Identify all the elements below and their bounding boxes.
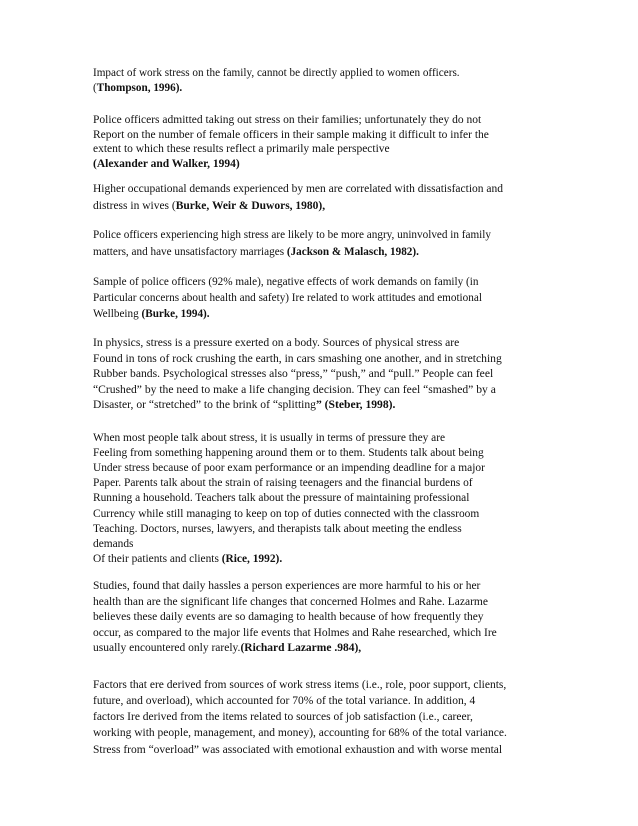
text-line: occur, as compared to the major life events that Holmes and Rahe researched, which Ire — [93, 626, 497, 639]
text-line: Higher occupational demands experienced by men are correlated with dissatisfaction and — [93, 183, 504, 195]
text-line: matters, and have unsatisfactory marriages — [93, 246, 287, 258]
text-line: Studies, found that daily hassles a person experiences are more harmful to his or her — [93, 580, 481, 593]
text-line: working with people, management, and money), accounting for 68% of the total variance. — [93, 727, 507, 740]
paragraph-9 — [93, 677, 545, 758]
citation: ” (Steber, 1998). — [315, 398, 396, 411]
text-line: health than are the significant life changes that concerned Holmes and Rahe. Lazarme — [93, 595, 488, 608]
citation: (Burke, 1994). — [141, 308, 210, 320]
text-line: When most people talk about stress, it is usually in terms of pressure they are — [93, 431, 446, 444]
text-line: usually encountered only rarely. — [93, 642, 241, 655]
text-line: Found in tons of rock crushing the earth, in cars smashing one another, and in stretching — [93, 351, 502, 365]
text-line: Paper. Parents talk about the strain of raising teenagers and the financial burdens of — [93, 477, 473, 490]
text-line: In physics, stress is a pressure exerted on a body. Sources of physical stress are — [93, 336, 460, 349]
text-line: ( — [93, 82, 97, 94]
text-line: Factors that ere derived from sources of work stress items (i.e., role, poor support, clients, — [93, 678, 507, 691]
text-line: Police officers experiencing high stress are likely to be more angry, uninvolved in family — [93, 229, 491, 241]
citation: (Rice, 1992). — [221, 553, 283, 566]
citation: (Alexander and Walker, 1994) — [93, 157, 240, 170]
text-line: Disaster, or “stretched” to the brink of “splitting — [93, 398, 316, 411]
text-line: “Crushed” by the need to make a life changing decision. They can feel “smashed” by a — [93, 382, 496, 396]
citation: (Richard Lazarme .984), — [240, 642, 362, 655]
paragraph-4 — [93, 227, 545, 261]
text-line: Sample of police officers (92% male), negative effects of work demands on family (in — [93, 276, 479, 288]
paragraph-3 — [93, 181, 545, 215]
text-line: Currency while still managing to keep on top of duties connected with the classroom — [93, 507, 480, 520]
text-line: factors Ire derived from the items related to sources of job satisfaction (i.e., career, — [93, 711, 473, 724]
text-line: future, and overload), which accounted for 70% of the total variance. In addition, 4 — [93, 695, 476, 708]
citation: Thompson, 1996). — [96, 82, 183, 94]
citation: (Jackson & Malasch, 1982). — [286, 246, 419, 258]
text-line: extent to which these results reflect a primarily male perspective — [93, 143, 390, 155]
text-line: distress in wives ( — [93, 200, 176, 212]
text-line: Wellbeing — [93, 308, 142, 320]
text-line: Feeling from something happening around them or to them. Students talk about being — [93, 446, 484, 459]
text-line: Impact of work stress on the family, cannot be directly applied to women officers. — [93, 67, 460, 79]
text-line: Particular concerns about health and safety) Ire related to work attitudes and emotional — [93, 292, 482, 304]
paragraph-8 — [93, 579, 545, 657]
paragraph-7 — [93, 431, 545, 568]
paragraph-2 — [93, 113, 545, 171]
document-page — [93, 66, 545, 758]
paragraph-1 — [93, 66, 545, 96]
text-line: Teaching. Doctors, nurses, lawyers, and therapists talk about meeting the endless — [93, 522, 462, 535]
text-line: Stress from “overload” was associated with emotional exhaustion and with worse mental — [93, 743, 503, 756]
text-line: Police officers admitted taking out stress on their families; unfortunately they do not — [93, 114, 482, 126]
text-line: demands — [93, 537, 134, 550]
paragraph-5 — [93, 274, 545, 322]
text-line: Of their patients and clients — [93, 553, 222, 566]
text-line: Report on the number of female officers in their sample making it difficult to infer the — [93, 128, 489, 141]
citation: Burke, Weir & Duwors, 1980), — [175, 200, 326, 212]
text-line: Under stress because of poor exam performance or an impending deadline for a major — [93, 461, 485, 474]
text-line: believes these daily events are so damaging to health because of how frequently they — [93, 611, 484, 624]
paragraph-6 — [93, 335, 545, 413]
text-line: Rubber bands. Psychological stresses also “press,” “push,” and “pull.” People can feel — [93, 367, 494, 380]
text-line: Running a household. Teachers talk about the pressure of maintaining professional — [93, 492, 470, 505]
